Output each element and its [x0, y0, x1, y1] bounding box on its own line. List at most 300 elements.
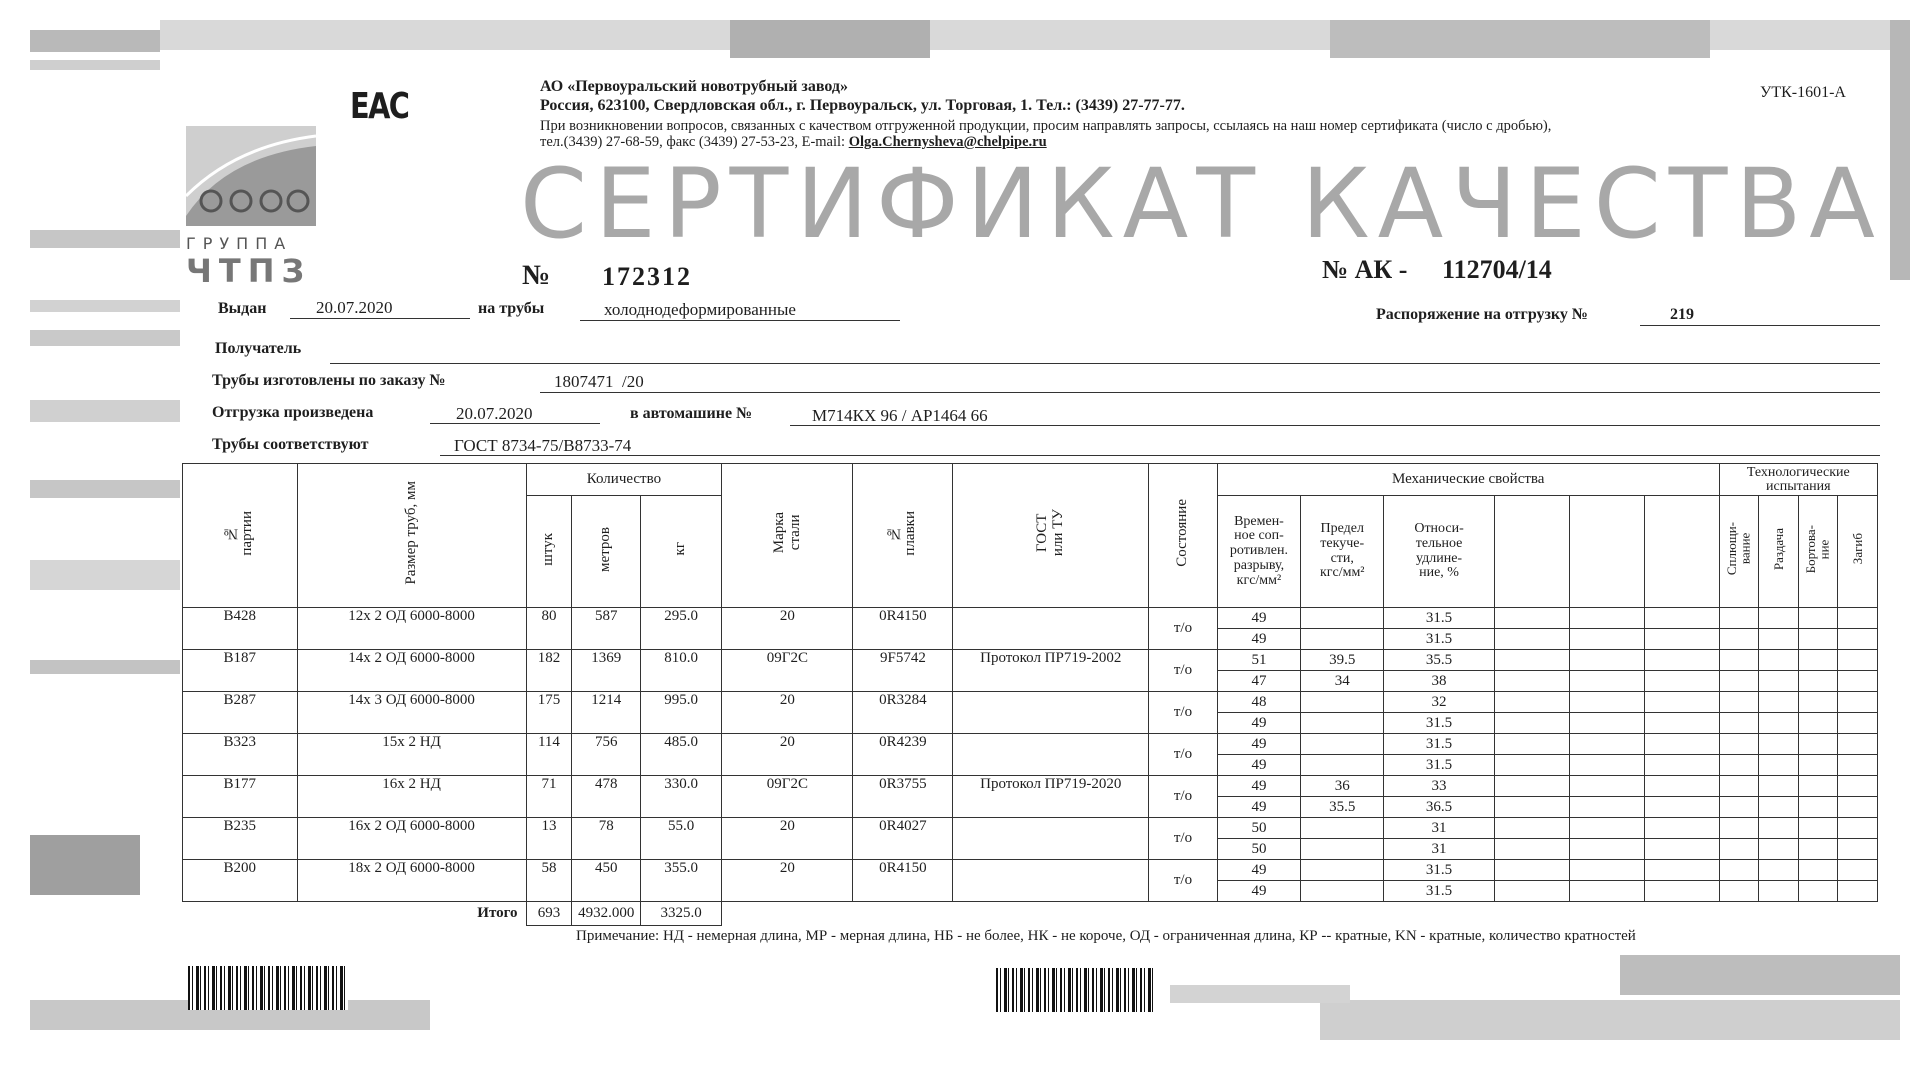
cell-tensile: 47 [1217, 671, 1300, 692]
cell-empty [1798, 881, 1838, 902]
cell-empty [1798, 650, 1838, 671]
bg-stripe [30, 560, 180, 590]
truck-number: М714КХ 96 / АР1464 66 [812, 406, 988, 425]
cell-empty [1838, 629, 1878, 650]
cell-empty [1569, 776, 1644, 797]
total-pcs: 693 [526, 902, 572, 926]
cell-tensile: 49 [1217, 734, 1300, 755]
cell-lot: В177 [183, 776, 298, 818]
cell-empty [1719, 755, 1759, 776]
cell-grade: 20 [722, 818, 853, 860]
cell-empty [1759, 713, 1799, 734]
table-row [183, 650, 1878, 671]
bg-stripe [30, 330, 180, 346]
cell-size: 18х 2 ОД 6000-8000 [297, 860, 526, 902]
cell-empty [1838, 734, 1878, 755]
total-label: Итого [183, 902, 527, 926]
cell-empty [1838, 860, 1878, 881]
shipment-order-label: Распоряжение на отгрузку № [1376, 306, 1588, 323]
cell-tensile: 49 [1217, 860, 1300, 881]
cell-grade: 09Г2С [722, 650, 853, 692]
col-yield: Предел текуче- сти, кгс/мм² [1301, 496, 1384, 608]
cell-state: т/о [1149, 776, 1218, 818]
cell-heat: 0R4150 [853, 608, 953, 650]
cell-kg: 295.0 [641, 608, 722, 650]
col-state-text: Состояние [1174, 499, 1191, 567]
cell-empty [1494, 818, 1569, 839]
cell-empty [1644, 839, 1719, 860]
form-code: УТК-1601-А [1760, 84, 1846, 101]
cell-grade: 20 [722, 860, 853, 902]
cell-empty [1644, 608, 1719, 629]
cell-pcs: 182 [526, 650, 572, 692]
cell-kg: 810.0 [641, 650, 722, 692]
cell-yield [1301, 734, 1384, 755]
cell-empty [1644, 629, 1719, 650]
cell-empty [1798, 860, 1838, 881]
cell-lot: В187 [183, 650, 298, 692]
table-row [183, 860, 1878, 881]
cell-yield [1301, 608, 1384, 629]
col-heat [853, 464, 953, 608]
cell-elong: 31.5 [1384, 755, 1494, 776]
cell-gost [953, 692, 1149, 734]
cell-empty [1494, 671, 1569, 692]
cell-lot: В235 [183, 818, 298, 860]
col-flatten-text: Сплющи- вание [1724, 522, 1753, 576]
col-size [297, 464, 526, 608]
col-lot-text: № партии [223, 510, 255, 556]
cell-empty [1494, 650, 1569, 671]
pipes-type: холоднодеформированные [604, 300, 796, 319]
cell-yield [1301, 692, 1384, 713]
col-pcs-text: штук [540, 532, 557, 566]
cell-pcs: 175 [526, 692, 572, 734]
cell-empty [1719, 734, 1759, 755]
cell-size: 14х 3 ОД 6000-8000 [297, 692, 526, 734]
cell-elong: 31.5 [1384, 608, 1494, 629]
cell-tensile: 49 [1217, 797, 1300, 818]
cell-empty [1569, 650, 1644, 671]
cell-empty [1719, 650, 1759, 671]
cell-empty [1494, 713, 1569, 734]
cell-empty [1569, 671, 1644, 692]
col-meters-text: метров [597, 526, 614, 572]
cell-tensile: 49 [1217, 755, 1300, 776]
cell-state: т/о [1149, 734, 1218, 776]
cell-kg: 995.0 [641, 692, 722, 734]
cell-empty [1798, 776, 1838, 797]
logo-name-text: ЧТПЗ [186, 252, 312, 290]
company-address: Россия, 623100, Свердловская обл., г. Первоуральск, ул. Торговая, 1. Тел.: (3439) 27-77-77. [540, 97, 1185, 114]
table-note: Примечание: НД - немерная длина, МР - мерная длина, НБ - не более, НК - не короче, ОД - ограниченная длина, КР -- кратные, KN - кратные, количество кратностей [576, 928, 1636, 944]
cell-elong: 31.5 [1384, 713, 1494, 734]
cell-grade: 20 [722, 692, 853, 734]
cert-number-label: № [522, 260, 551, 291]
cell-tensile: 51 [1217, 650, 1300, 671]
cell-tensile: 49 [1217, 713, 1300, 734]
cell-gost [953, 734, 1149, 776]
col-empty-3 [1644, 496, 1719, 608]
cell-elong: 31.5 [1384, 734, 1494, 755]
cell-grade: 20 [722, 734, 853, 776]
cell-meters: 1214 [572, 692, 641, 734]
cell-empty [1494, 860, 1569, 881]
cell-empty [1644, 755, 1719, 776]
cell-empty [1494, 692, 1569, 713]
cell-empty [1494, 776, 1569, 797]
cell-size: 14х 2 ОД 6000-8000 [297, 650, 526, 692]
cell-tensile: 50 [1217, 818, 1300, 839]
cell-empty [1644, 734, 1719, 755]
cell-empty [1798, 608, 1838, 629]
cell-gost: Протокол ПР719-2002 [953, 650, 1149, 692]
cell-empty [1798, 692, 1838, 713]
cell-empty [1569, 839, 1644, 860]
cell-empty [1719, 671, 1759, 692]
col-gost [953, 464, 1149, 608]
cell-meters: 478 [572, 776, 641, 818]
cell-empty [1838, 818, 1878, 839]
cell-empty [1719, 818, 1759, 839]
col-elong: Относи- тельное удлине- ние, % [1384, 496, 1494, 608]
cell-state: т/о [1149, 650, 1218, 692]
cell-pcs: 114 [526, 734, 572, 776]
cell-empty [1494, 839, 1569, 860]
col-meters [572, 496, 641, 608]
cell-empty [1759, 839, 1799, 860]
cell-empty [1798, 839, 1838, 860]
cell-state: т/о [1149, 608, 1218, 650]
company-name: АО «Первоуральский новотрубный завод» [540, 78, 848, 95]
cell-empty [1494, 881, 1569, 902]
bg-stripe [30, 400, 180, 422]
cert-number: 172312 [602, 262, 692, 291]
cell-gost [953, 818, 1149, 860]
cell-yield: 39.5 [1301, 650, 1384, 671]
cell-elong: 31.5 [1384, 881, 1494, 902]
cell-empty [1759, 755, 1799, 776]
cell-yield [1301, 860, 1384, 881]
table-row [183, 734, 1878, 755]
conform-label: Трубы соответствуют [212, 436, 369, 453]
cell-empty [1644, 692, 1719, 713]
cell-empty [1644, 797, 1719, 818]
cell-tensile: 49 [1217, 881, 1300, 902]
cell-elong: 38 [1384, 671, 1494, 692]
cell-meters: 450 [572, 860, 641, 902]
barcode-icon [188, 966, 348, 1010]
truck-label: в автомашине № [630, 405, 753, 422]
cell-heat: 9F5742 [853, 650, 953, 692]
total-rest [722, 902, 1878, 926]
cell-empty [1719, 692, 1759, 713]
cell-size: 12х 2 ОД 6000-8000 [297, 608, 526, 650]
cell-pcs: 80 [526, 608, 572, 650]
cell-state: т/о [1149, 818, 1218, 860]
cell-empty [1644, 713, 1719, 734]
cell-tensile: 49 [1217, 776, 1300, 797]
bg-stripe [30, 60, 160, 70]
cell-empty [1798, 797, 1838, 818]
cell-kg: 355.0 [641, 860, 722, 902]
cell-empty [1494, 755, 1569, 776]
cell-empty [1838, 608, 1878, 629]
made-label: Трубы изготовлены по заказу № [212, 372, 446, 389]
cell-meters: 78 [572, 818, 641, 860]
made-order-number: 1807471 /20 [554, 372, 644, 391]
cell-empty [1719, 629, 1759, 650]
cell-yield [1301, 713, 1384, 734]
cell-empty [1644, 818, 1719, 839]
bg-stripe [30, 230, 180, 248]
bg-stripe [30, 660, 180, 674]
cell-tensile: 50 [1217, 839, 1300, 860]
table-row [183, 692, 1878, 713]
cell-yield [1301, 755, 1384, 776]
bg-stripe [1170, 985, 1350, 1003]
cell-lot: В428 [183, 608, 298, 650]
cell-yield: 35.5 [1301, 797, 1384, 818]
cell-empty [1798, 629, 1838, 650]
logo-group-text: ГРУППА [186, 234, 293, 253]
col-pcs [526, 496, 572, 608]
recipient-label: Получатель [215, 340, 302, 357]
cell-empty [1759, 860, 1799, 881]
bg-stripe [1620, 955, 1900, 995]
cell-yield: 34 [1301, 671, 1384, 692]
bg-stripe [1890, 20, 1910, 280]
bg-stripe [30, 835, 140, 895]
col-mech: Механические свойства [1217, 464, 1719, 496]
cell-empty [1798, 755, 1838, 776]
cell-empty [1759, 671, 1799, 692]
cell-kg: 330.0 [641, 776, 722, 818]
pipes-line [580, 320, 900, 321]
cell-empty [1569, 608, 1644, 629]
shipment-order-number: 219 [1670, 306, 1694, 323]
col-gost-text: ГОСТ или ТУ [1034, 509, 1066, 557]
cell-yield [1301, 881, 1384, 902]
cell-meters: 756 [572, 734, 641, 776]
recipient-line [330, 363, 1880, 364]
cell-empty [1798, 734, 1838, 755]
cell-empty [1719, 713, 1759, 734]
cell-tensile: 49 [1217, 608, 1300, 629]
issued-label: Выдан [218, 300, 267, 317]
cell-pcs: 71 [526, 776, 572, 818]
col-flatten [1719, 496, 1759, 608]
col-heat-text: № плавки [886, 510, 918, 556]
cell-empty [1838, 650, 1878, 671]
contact-email-link[interactable]: Olga.Chernysheva@chelpipe.ru [848, 134, 1047, 150]
cell-lot: В200 [183, 860, 298, 902]
cell-grade: 20 [722, 608, 853, 650]
total-kg: 3325.0 [641, 902, 722, 926]
col-expand [1759, 496, 1799, 608]
cell-kg: 55.0 [641, 818, 722, 860]
cell-empty [1644, 860, 1719, 881]
order-line [1640, 325, 1880, 326]
quality-table [182, 463, 1878, 926]
cell-yield: 36 [1301, 776, 1384, 797]
cell-empty [1569, 818, 1644, 839]
cell-empty [1838, 755, 1878, 776]
cell-state: т/о [1149, 860, 1218, 902]
document-title: СЕРТИФИКАТ КАЧЕСТВА [520, 148, 1883, 260]
barcode-icon [996, 968, 1156, 1012]
col-size-text: Размер труб, мм [402, 481, 419, 585]
cell-empty [1798, 713, 1838, 734]
bg-stripe [1320, 1000, 1900, 1040]
cell-tensile: 48 [1217, 692, 1300, 713]
cell-empty [1494, 734, 1569, 755]
cell-empty [1719, 776, 1759, 797]
cell-gost: Протокол ПР719-2020 [953, 776, 1149, 818]
cell-empty [1569, 797, 1644, 818]
issued-line [290, 318, 470, 319]
col-empty-1 [1494, 496, 1569, 608]
cell-kg: 485.0 [641, 734, 722, 776]
conform-standard: ГОСТ 8734-75/В8733-74 [454, 436, 632, 455]
cell-empty [1569, 755, 1644, 776]
cell-empty [1569, 860, 1644, 881]
cell-empty [1644, 671, 1719, 692]
cell-empty [1494, 797, 1569, 818]
bg-stripe [30, 480, 180, 498]
cell-pcs: 58 [526, 860, 572, 902]
cell-empty [1644, 881, 1719, 902]
cell-empty [1759, 818, 1799, 839]
table-row [183, 818, 1878, 839]
cell-empty [1838, 881, 1878, 902]
pipes-label: на трубы [478, 300, 545, 317]
cell-yield [1301, 839, 1384, 860]
cell-size: 16х 2 НД [297, 776, 526, 818]
cell-empty [1759, 629, 1799, 650]
cell-elong: 35.5 [1384, 650, 1494, 671]
cell-heat: 0R4027 [853, 818, 953, 860]
cell-empty [1838, 692, 1878, 713]
cell-empty [1569, 629, 1644, 650]
cell-empty [1759, 692, 1799, 713]
table-row [183, 608, 1878, 629]
cell-size: 16х 2 ОД 6000-8000 [297, 818, 526, 860]
cell-empty [1759, 734, 1799, 755]
cell-heat: 0R3284 [853, 692, 953, 734]
bg-stripe [730, 20, 930, 58]
col-empty-2 [1569, 496, 1644, 608]
col-tensile: Времен- ное соп- ротивлен. разрыву, кгс/мм² [1217, 496, 1300, 608]
col-grade-text: Марка стали [770, 512, 803, 554]
cell-yield [1301, 818, 1384, 839]
cell-empty [1719, 797, 1759, 818]
cell-empty [1494, 608, 1569, 629]
table-row [183, 776, 1878, 797]
col-grade [722, 464, 853, 608]
ak-label: № АК - [1322, 255, 1408, 284]
cell-meters: 587 [572, 608, 641, 650]
cell-empty [1838, 797, 1878, 818]
cell-state: т/о [1149, 692, 1218, 734]
cell-empty [1569, 713, 1644, 734]
cell-elong: 33 [1384, 776, 1494, 797]
truck-line [790, 425, 1880, 426]
cell-elong: 32 [1384, 692, 1494, 713]
col-state [1149, 464, 1218, 608]
cell-empty [1569, 734, 1644, 755]
cell-empty [1719, 881, 1759, 902]
col-tech: Технологические испытания [1719, 464, 1877, 496]
cell-elong: 31.5 [1384, 860, 1494, 881]
shipment-date: 20.07.2020 [456, 404, 533, 423]
cell-empty [1838, 839, 1878, 860]
cell-empty [1759, 776, 1799, 797]
total-meters: 4932.000 [572, 902, 641, 926]
cell-size: 15х 2 НД [297, 734, 526, 776]
cell-empty [1838, 671, 1878, 692]
chtpz-logo-icon [186, 126, 316, 226]
bg-stripe [30, 30, 160, 52]
cell-lot: В287 [183, 692, 298, 734]
cell-elong: 31.5 [1384, 629, 1494, 650]
bg-stripe [30, 300, 180, 312]
cell-elong: 31 [1384, 839, 1494, 860]
cell-gost [953, 608, 1149, 650]
cell-elong: 31 [1384, 818, 1494, 839]
col-flange [1798, 496, 1838, 608]
col-flange-text: Бортова- ние [1803, 524, 1833, 574]
total-row [183, 902, 1878, 926]
bg-stripe [1330, 20, 1710, 58]
col-lot [183, 464, 298, 608]
cell-grade: 09Г2С [722, 776, 853, 818]
col-quantity: Количество [526, 464, 722, 496]
eac-mark: EAC [350, 86, 409, 127]
cell-empty [1719, 860, 1759, 881]
ak-number: 112704/14 [1442, 255, 1552, 284]
table-body [183, 608, 1878, 926]
cell-empty [1759, 881, 1799, 902]
issued-date: 20.07.2020 [316, 298, 393, 317]
cell-empty [1719, 608, 1759, 629]
cell-empty [1494, 629, 1569, 650]
contact-phones-text: тел.(3439) 27-68-59, факс (3439) 27-53-23, E-mail: [540, 134, 846, 150]
col-bend-text: Загиб [1849, 533, 1865, 565]
cell-empty [1759, 797, 1799, 818]
cell-elong: 36.5 [1384, 797, 1494, 818]
cell-empty [1798, 671, 1838, 692]
cell-empty [1644, 650, 1719, 671]
cell-empty [1569, 692, 1644, 713]
col-kg [641, 496, 722, 608]
col-kg-text: кг [672, 542, 689, 556]
col-bend [1838, 496, 1878, 608]
cell-empty [1719, 839, 1759, 860]
shipment-label: Отгрузка произведена [212, 404, 374, 421]
conform-line [440, 455, 1880, 456]
cell-meters: 1369 [572, 650, 641, 692]
shipment-line [430, 423, 600, 424]
cell-tensile: 49 [1217, 629, 1300, 650]
made-line [540, 392, 1880, 393]
cell-heat: 0R3755 [853, 776, 953, 818]
cell-heat: 0R4239 [853, 734, 953, 776]
cell-empty [1838, 713, 1878, 734]
cell-empty [1759, 650, 1799, 671]
contact-info: При возникновении вопросов, связанных с качеством отгруженной продукции, просим направлять запросы, ссылаясь на наш номер сертификата (число с дробью), [540, 118, 1552, 134]
col-expand-text: Раздача [1770, 527, 1786, 571]
